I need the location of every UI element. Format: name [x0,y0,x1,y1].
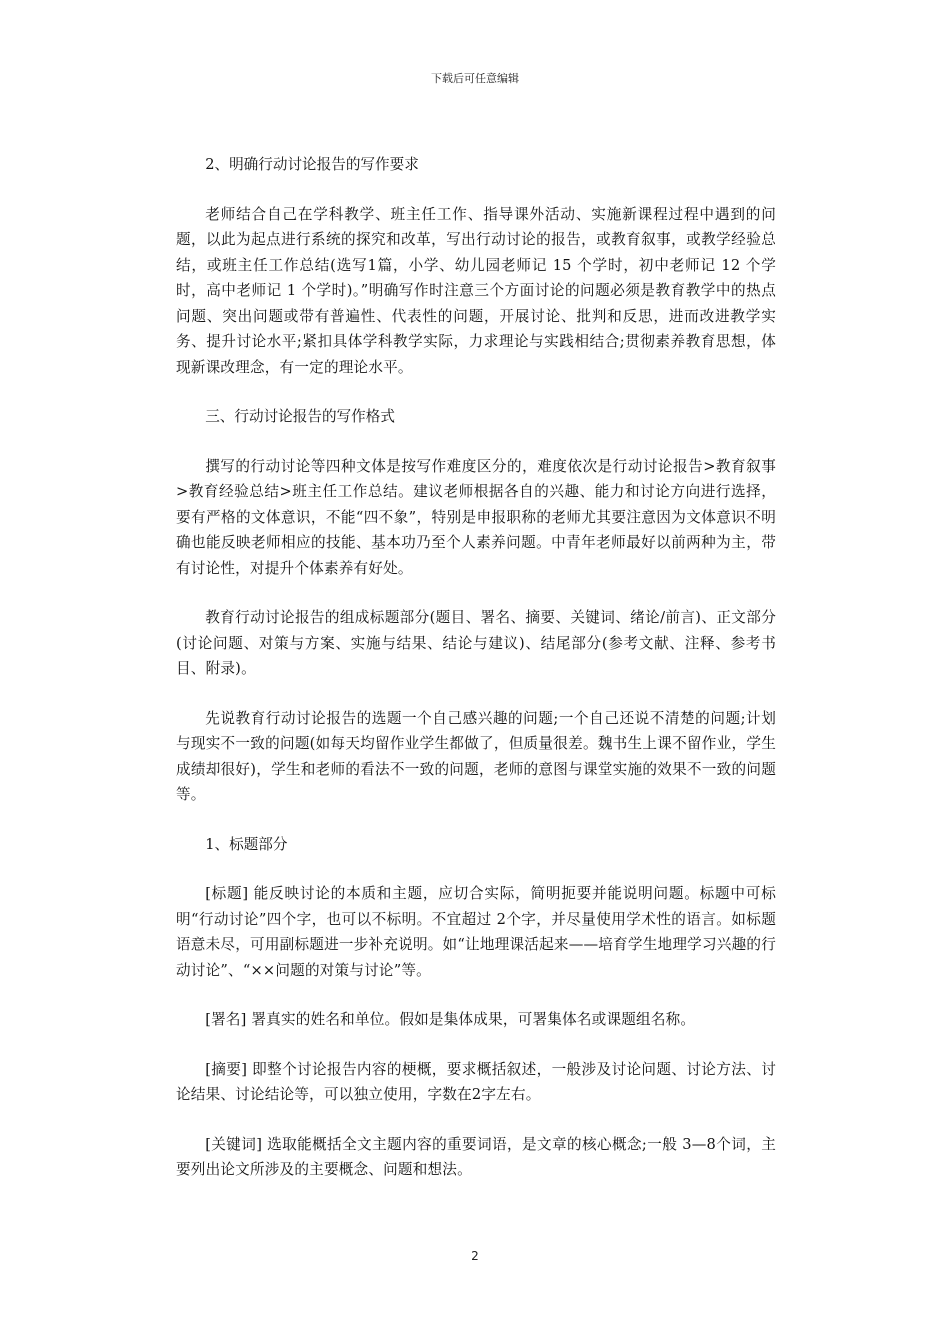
paragraph-abstract: [摘要] 即整个讨论报告内容的梗概，要求概括叙述，一般涉及讨论问题、讨论方法、讨论结果、讨论结论等，可以独立使用，字数在2字左右。 [176,1060,776,1103]
paragraph-genre-difficulty: 撰写的行动讨论等四种文体是按写作难度区分的，难度依次是行动讨论报告>教育叙事>教育经验总结>班主任工作总结。建议老师根据各自的兴趣、能力和讨论方向进行选择，要有严格的文体意识，不能“四不象”，特别是申报职称的老师尤其要注意因为文体意识不明确也能反映老师相应的技能、基本功乃至个人素养问题。中青年老师最好以前两种为主，带有讨论性，对提升个体素养有好处。 [176,457,776,577]
paragraph-writing-requirements: 老师结合自己在学科教学、班主任工作、指导课外活动、实施新课程过程中遇到的问题，以此为起点进行系统的探究和改革，写出行动讨论的报告，或教育叙事，或教学经验总结，或班主任工作总结(选写1篇，小学、幼儿园老师记 15 个学时，初中老师记 12 个学时，高中老师记 1 个学时)。”明确写作时注意三个方面讨论的问题必须是教育教学中的热点问题、突出问题或带有普遍性、代表性的问题，开展讨论、批判和反思，进而改进教学实务、提升讨论水平;紧扣具体学科教学实际，力求理论与实践相结合;贯彻素养教育思想，体现新课改理念，有一定的理论水平。 [176,205,776,376]
paragraph-signature: [署名] 署真实的姓名和单位。假如是集体成果，可署集体名或课题组名称。 [205,1011,696,1028]
page-header: 下载后可任意编辑 [431,72,519,85]
document-body [176,152,776,1207]
paragraph-keywords: [关键词] 选取能概括全文主题内容的重要词语，是文章的核心概念;一般 3—8个词，主要列出论文所涉及的主要概念、问题和想法。 [176,1135,776,1178]
paragraph-report-structure: 教育行动讨论报告的组成标题部分(题目、署名、摘要、关键词、绪论/前言)、正文部分(讨论问题、对策与方案、实施与结果、结论与建议)、结尾部分(参考文献、注释、参考书目、附录)。 [176,609,776,677]
section-heading-writing-format: 三、行动讨论报告的写作格式 [205,408,395,425]
section-heading-writing-requirements: 2、明确行动讨论报告的写作要求 [205,156,419,173]
section-heading-title-part: 1、标题部分 [205,835,288,853]
paragraph-topic-selection: 先说教育行动讨论报告的选题一个自己感兴趣的问题;一个自己还说不清楚的问题;计划与现实不一致的问题(如每天均留作业学生都做了，但质量很差。魏书生上课不留作业，学生成绩却很好)，学生和老师的看法不一致的问题，老师的意图与课堂实施的效果不一致的问题等。 [176,709,776,803]
page-number: 2 [471,1249,479,1263]
paragraph-title: [标题] 能反映讨论的本质和主题，应切合实际，简明扼要并能说明问题。标题中可标明“行动讨论”四个字，也可以不标明。不宜超过 2个字，并尽量使用学术性的语言。如标题语意未尽，可用副标题进一步补充说明。如“让地理课活起来——培育学生地理学习兴趣的行动讨论”、“××问题的对策与讨论”等。 [176,885,776,979]
